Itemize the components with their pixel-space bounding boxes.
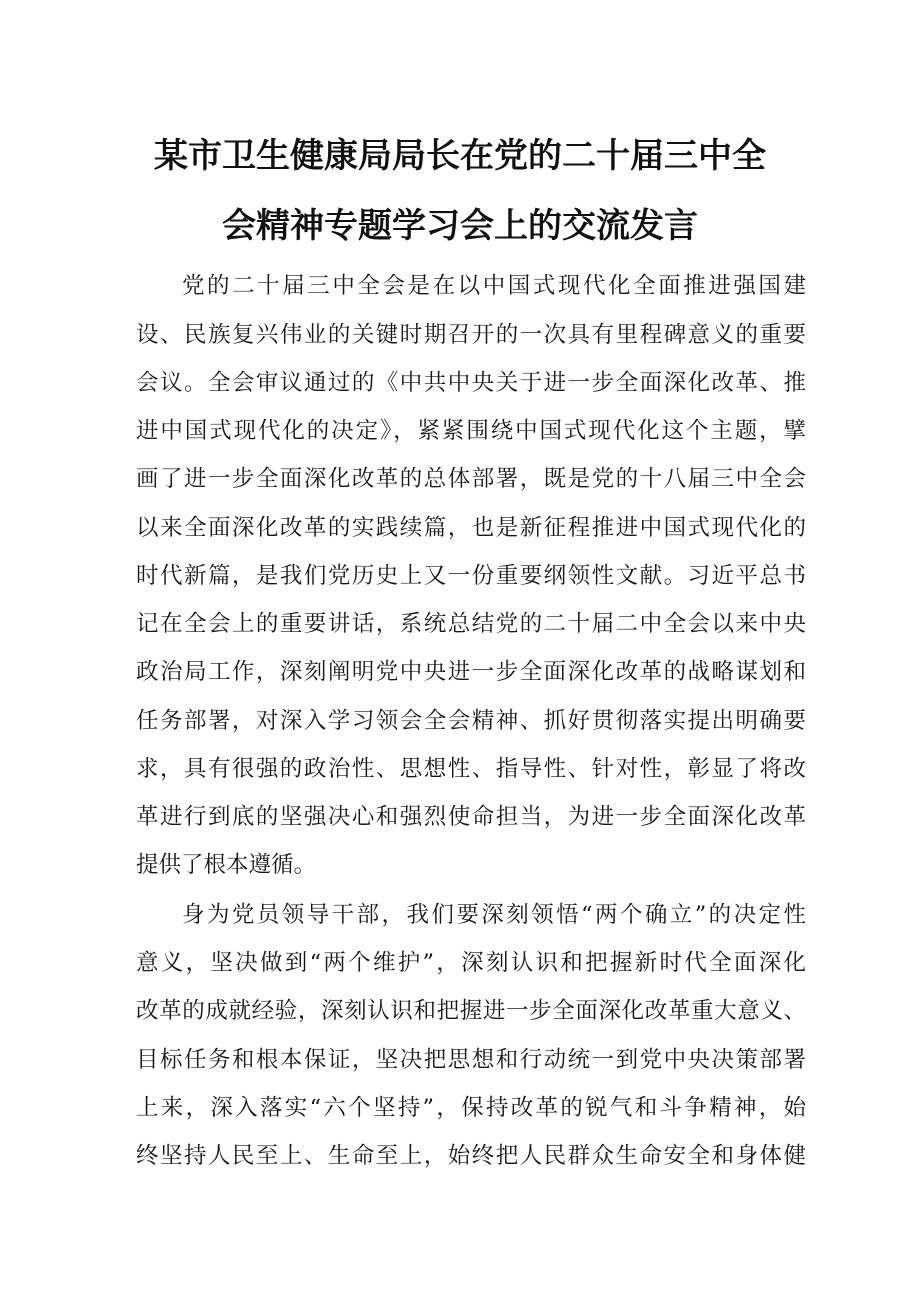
paragraph-1-line-9: 政治局工作，深刻阐明党中央进一步全面深化改革的战略谋划和 bbox=[136, 659, 806, 685]
paragraph-2-line-5: 上来，深入落实“六个坚持”，保持改革的锐气和斗争精神，始 bbox=[136, 1095, 806, 1121]
paragraph-1-line-4: 进中国式现代化的决定》，紧紧围绕中国式现代化这个主题，擘 bbox=[136, 418, 806, 444]
document-title-line-2: 会精神专题学习会上的交流发言 bbox=[222, 206, 698, 246]
paragraph-1-line-2: 设、民族复兴伟业的关键时期召开的一次具有里程碑意义的重要 bbox=[136, 322, 806, 348]
paragraph-2-line-3: 改革的成就经验，深刻认识和把握进一步全面深化改革重大意义、 bbox=[136, 998, 806, 1024]
paragraph-2-line-4: 目标任务和根本保证，坚决把思想和行动统一到党中央决策部署 bbox=[136, 1047, 806, 1073]
paragraph-1-line-11: 求，具有很强的政治性、思想性、指导性、针对性，彰显了将改 bbox=[136, 756, 806, 782]
paragraph-1-line-5: 画了进一步全面深化改革的总体部署，既是党的十八届三中全会 bbox=[136, 466, 806, 492]
paragraph-1-line-13: 提供了根本遵循。 bbox=[136, 852, 317, 878]
paragraph-1-line-8: 记在全会上的重要讲话，系统总结党的二十届二中全会以来中央 bbox=[136, 611, 806, 637]
document-title-line-1: 某市卫生健康局局长在党的二十届三中全 bbox=[154, 136, 766, 176]
paragraph-2-line-2: 意义，坚决做到“两个维护”，深刻认识和把握新时代全面深化 bbox=[136, 950, 806, 976]
paragraph-1-line-10: 任务部署，对深入学习领会全会精神、抓好贯彻落实提出明确要 bbox=[136, 708, 806, 734]
paragraph-1-line-12: 革进行到底的坚强决心和强烈使命担当，为进一步全面深化改革 bbox=[136, 804, 806, 830]
paragraph-1-line-1: 党的二十届三中全会是在以中国式现代化全面推进强国建 bbox=[182, 273, 806, 299]
paragraph-1-line-7: 时代新篇，是我们党历史上又一份重要纲领性文献。习近平总书 bbox=[136, 563, 806, 589]
paragraph-2-line-1: 身为党员领导干部，我们要深刻领悟“两个确立”的决定性 bbox=[182, 902, 806, 928]
paragraph-1-line-3: 会议。全会审议通过的《中共中央关于进一步全面深化改革、推 bbox=[136, 370, 806, 396]
paragraph-2-line-6: 终坚持人民至上、生命至上，始终把人民群众生命安全和身体健 bbox=[136, 1143, 806, 1169]
paragraph-1-line-6: 以来全面深化改革的实践续篇，也是新征程推进中国式现代化的 bbox=[136, 515, 806, 541]
